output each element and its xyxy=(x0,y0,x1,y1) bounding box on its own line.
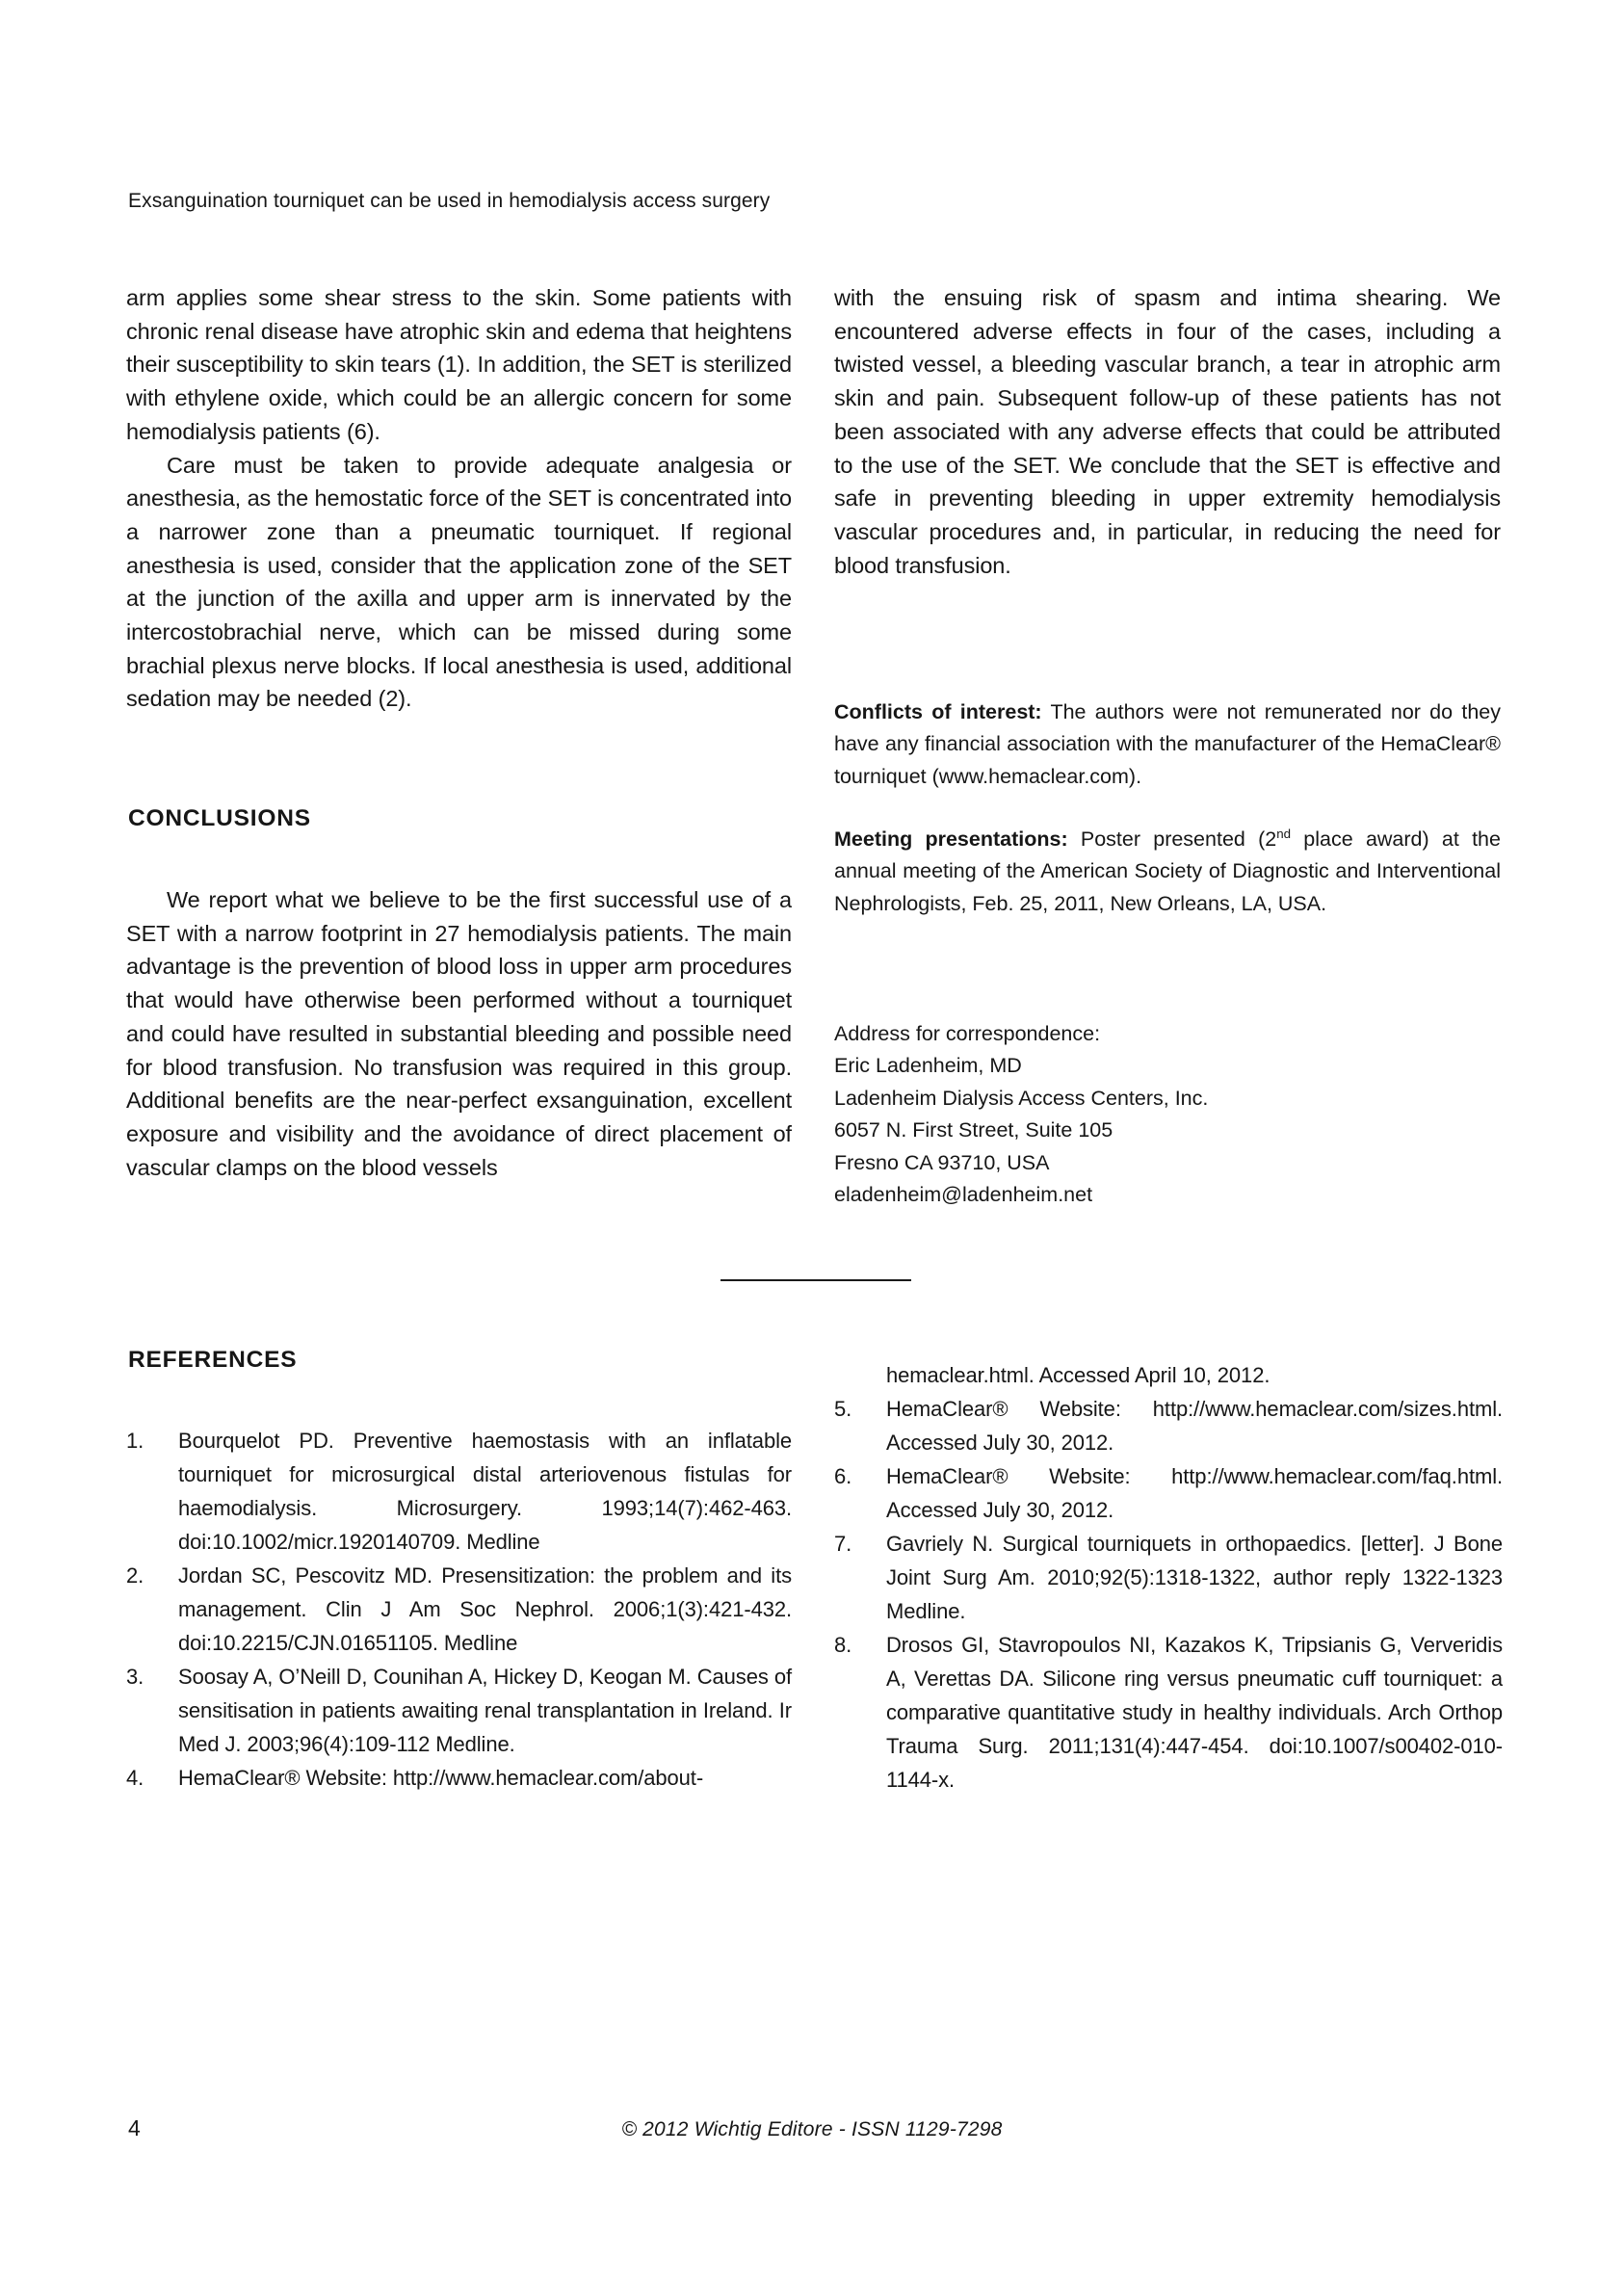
reference-item xyxy=(834,1392,1503,1459)
reference-text: Gavriely N. Surgical tourniquets in orthopaedics. [letter]. J Bone Joint Surg Am. 2010;92(5):1318-1322, author reply 1322-1323 Medline. xyxy=(886,1532,1503,1623)
right-column xyxy=(834,281,1501,582)
meeting-label: Meeting presentations: xyxy=(834,827,1068,851)
reference-text: HemaClear® Website: http://www.hemaclear.com/faq.html. Accessed July 30, 2012. xyxy=(886,1464,1503,1522)
reference-item xyxy=(834,1628,1503,1797)
left-column xyxy=(126,281,792,716)
reference-number: 2. xyxy=(126,1563,144,1588)
reference-number: 7. xyxy=(834,1532,852,1556)
address-line: Ladenheim Dialysis Access Centers, Inc. xyxy=(834,1086,1209,1110)
reference-item xyxy=(834,1527,1503,1628)
reference-number: 4. xyxy=(126,1766,144,1790)
meeting-ordinal-superscript: nd xyxy=(1276,826,1292,841)
conclusions-section xyxy=(126,883,792,1184)
reference-item xyxy=(126,1424,792,1559)
address-line: Eric Ladenheim, MD xyxy=(834,1054,1022,1078)
reference-number: 8. xyxy=(834,1633,852,1657)
reference-number: 6. xyxy=(834,1464,852,1488)
references-list-right-wrap xyxy=(834,1358,1503,1797)
reference-number: 1. xyxy=(126,1429,144,1453)
section-divider-rule xyxy=(720,1279,911,1281)
references-list-right xyxy=(834,1392,1503,1797)
reference-text: Bourquelot PD. Preventive haemostasis with an inflatable tourniquet for microsurgical distal arteriovenous fistulas for haemodialysis. Microsurgery. 1993;14(7):462-463. doi:10.1002/micr.1920140709. Medline xyxy=(178,1429,792,1554)
running-head: Exsanguination tourniquet can be used in hemodialysis access surgery xyxy=(128,190,771,212)
page-number: 4 xyxy=(128,2115,141,2140)
address-line: Address for correspondence: xyxy=(834,1022,1101,1045)
conflicts-of-interest-note xyxy=(834,696,1501,793)
reference-continuation-line: hemaclear.html. Accessed April 10, 2012. xyxy=(886,1363,1270,1387)
paragraph-adverse-effects: with the ensuing risk of spasm and intima shearing. We encountered adverse effects in four of the cases, including a twisted vessel, a bleeding vascular branch, a tear in atrophic arm skin and pain. Subsequent follow-up of these patients has not been associated with any adverse effects that could be attributed to the use of the SET. We conclude that the SET is effective and safe in preventing bleeding in upper extremity hemodialysis vascular procedures and, in particular, in reducing the need for blood transfusion. xyxy=(834,285,1501,578)
conclusions-heading: CONCLUSIONS xyxy=(128,805,311,831)
reference-number: 5. xyxy=(834,1397,852,1421)
paragraph-conclusions: We report what we believe to be the first successful use of a SET with a narrow footprint in 27 hemodialysis patients. The main advantage is the prevention of blood loss in upper arm procedures that would have otherwise been performed without a tourniquet and could have resulted in substantial bleeding and possible need for blood transfusion. No transfusion was required in this group. Additional benefits are the near-perfect exsanguination, excellent exposure and visibility and the avoidance of direct placement of vascular clamps on the blood vessels xyxy=(126,887,792,1180)
address-line: 6057 N. First Street, Suite 105 xyxy=(834,1118,1113,1142)
reference-text: Drosos GI, Stavropoulos NI, Kazakos K, Tripsianis G, Ververidis A, Verettas DA. Silicone ring versus pneumatic cuff tourniquet: a comparative quantitative study in healthy individuals. Arch Orthop Trauma Surg. 2011;131(4):447-454. doi:10.1007/s00402-010-1144-x. xyxy=(886,1633,1503,1792)
reference-item xyxy=(126,1761,792,1795)
paragraph-skin-concerns: arm applies some shear stress to the skin. Some patients with chronic renal disease have atrophic skin and edema that heightens their susceptibility to skin tears (1). In addition, the SET is sterilized with ethylene oxide, which could be an allergic concern for some hemodialysis patients (6). xyxy=(126,285,792,444)
address-line: Fresno CA 93710, USA xyxy=(834,1150,1050,1174)
references-list-left xyxy=(126,1424,792,1795)
correspondence-address-block xyxy=(834,1018,1501,1211)
conflicts-text: The authors were not remunerated nor do they have any financial association with the manufacturer of the HemaClear® tourniquet (www.hemaclear.com). xyxy=(834,700,1501,788)
reference-text: HemaClear® Website: http://www.hemaclear.com/about- xyxy=(178,1766,704,1790)
meeting-text-pre: Poster presented (2 xyxy=(1067,827,1277,851)
meeting-text-post: place award) at the annual meeting of the American Society of Diagnostic and Interventional Nephrologists, Feb. 25, 2011, New Orleans, LA, USA. xyxy=(834,827,1501,915)
reference-text: Jordan SC, Pescovitz MD. Presensitization: the problem and its management. Clin J Am Soc Nephrol. 2006;1(3):421-432. doi:10.2215/CJN.01651105. Medline xyxy=(178,1563,792,1655)
reference-item xyxy=(834,1459,1503,1527)
reference-text: HemaClear® Website: http://www.hemaclear.com/sizes.html. Accessed July 30, 2012. xyxy=(886,1397,1503,1455)
conflicts-label: Conflicts of interest: xyxy=(834,700,1042,723)
publisher-footer: © 2012 Wichtig Editore - ISSN 1129-7298 xyxy=(621,2118,1003,2140)
reference-item xyxy=(126,1660,792,1761)
address-line: eladenheim@ladenheim.net xyxy=(834,1183,1093,1207)
reference-number: 3. xyxy=(126,1665,144,1689)
meeting-presentations-note xyxy=(834,824,1501,920)
reference-item xyxy=(126,1559,792,1660)
references-heading: REFERENCES xyxy=(128,1347,298,1373)
paragraph-anesthesia: Care must be taken to provide adequate analgesia or anesthesia, as the hemostatic force of the SET is concentrated into a narrower zone than a pneumatic tourniquet. If regional anesthesia is used, consider that the application zone of the SET at the junction of the axilla and upper arm is innervated by the intercostobrachial nerve, which can be missed during some brachial plexus nerve blocks. If local anesthesia is used, additional sedation may be needed (2). xyxy=(126,452,792,712)
reference-text: Soosay A, O’Neill D, Counihan A, Hickey D, Keogan M. Causes of sensitisation in patients awaiting renal transplantation in Ireland. Ir Med J. 2003;96(4):109-112 Medline. xyxy=(178,1665,792,1756)
